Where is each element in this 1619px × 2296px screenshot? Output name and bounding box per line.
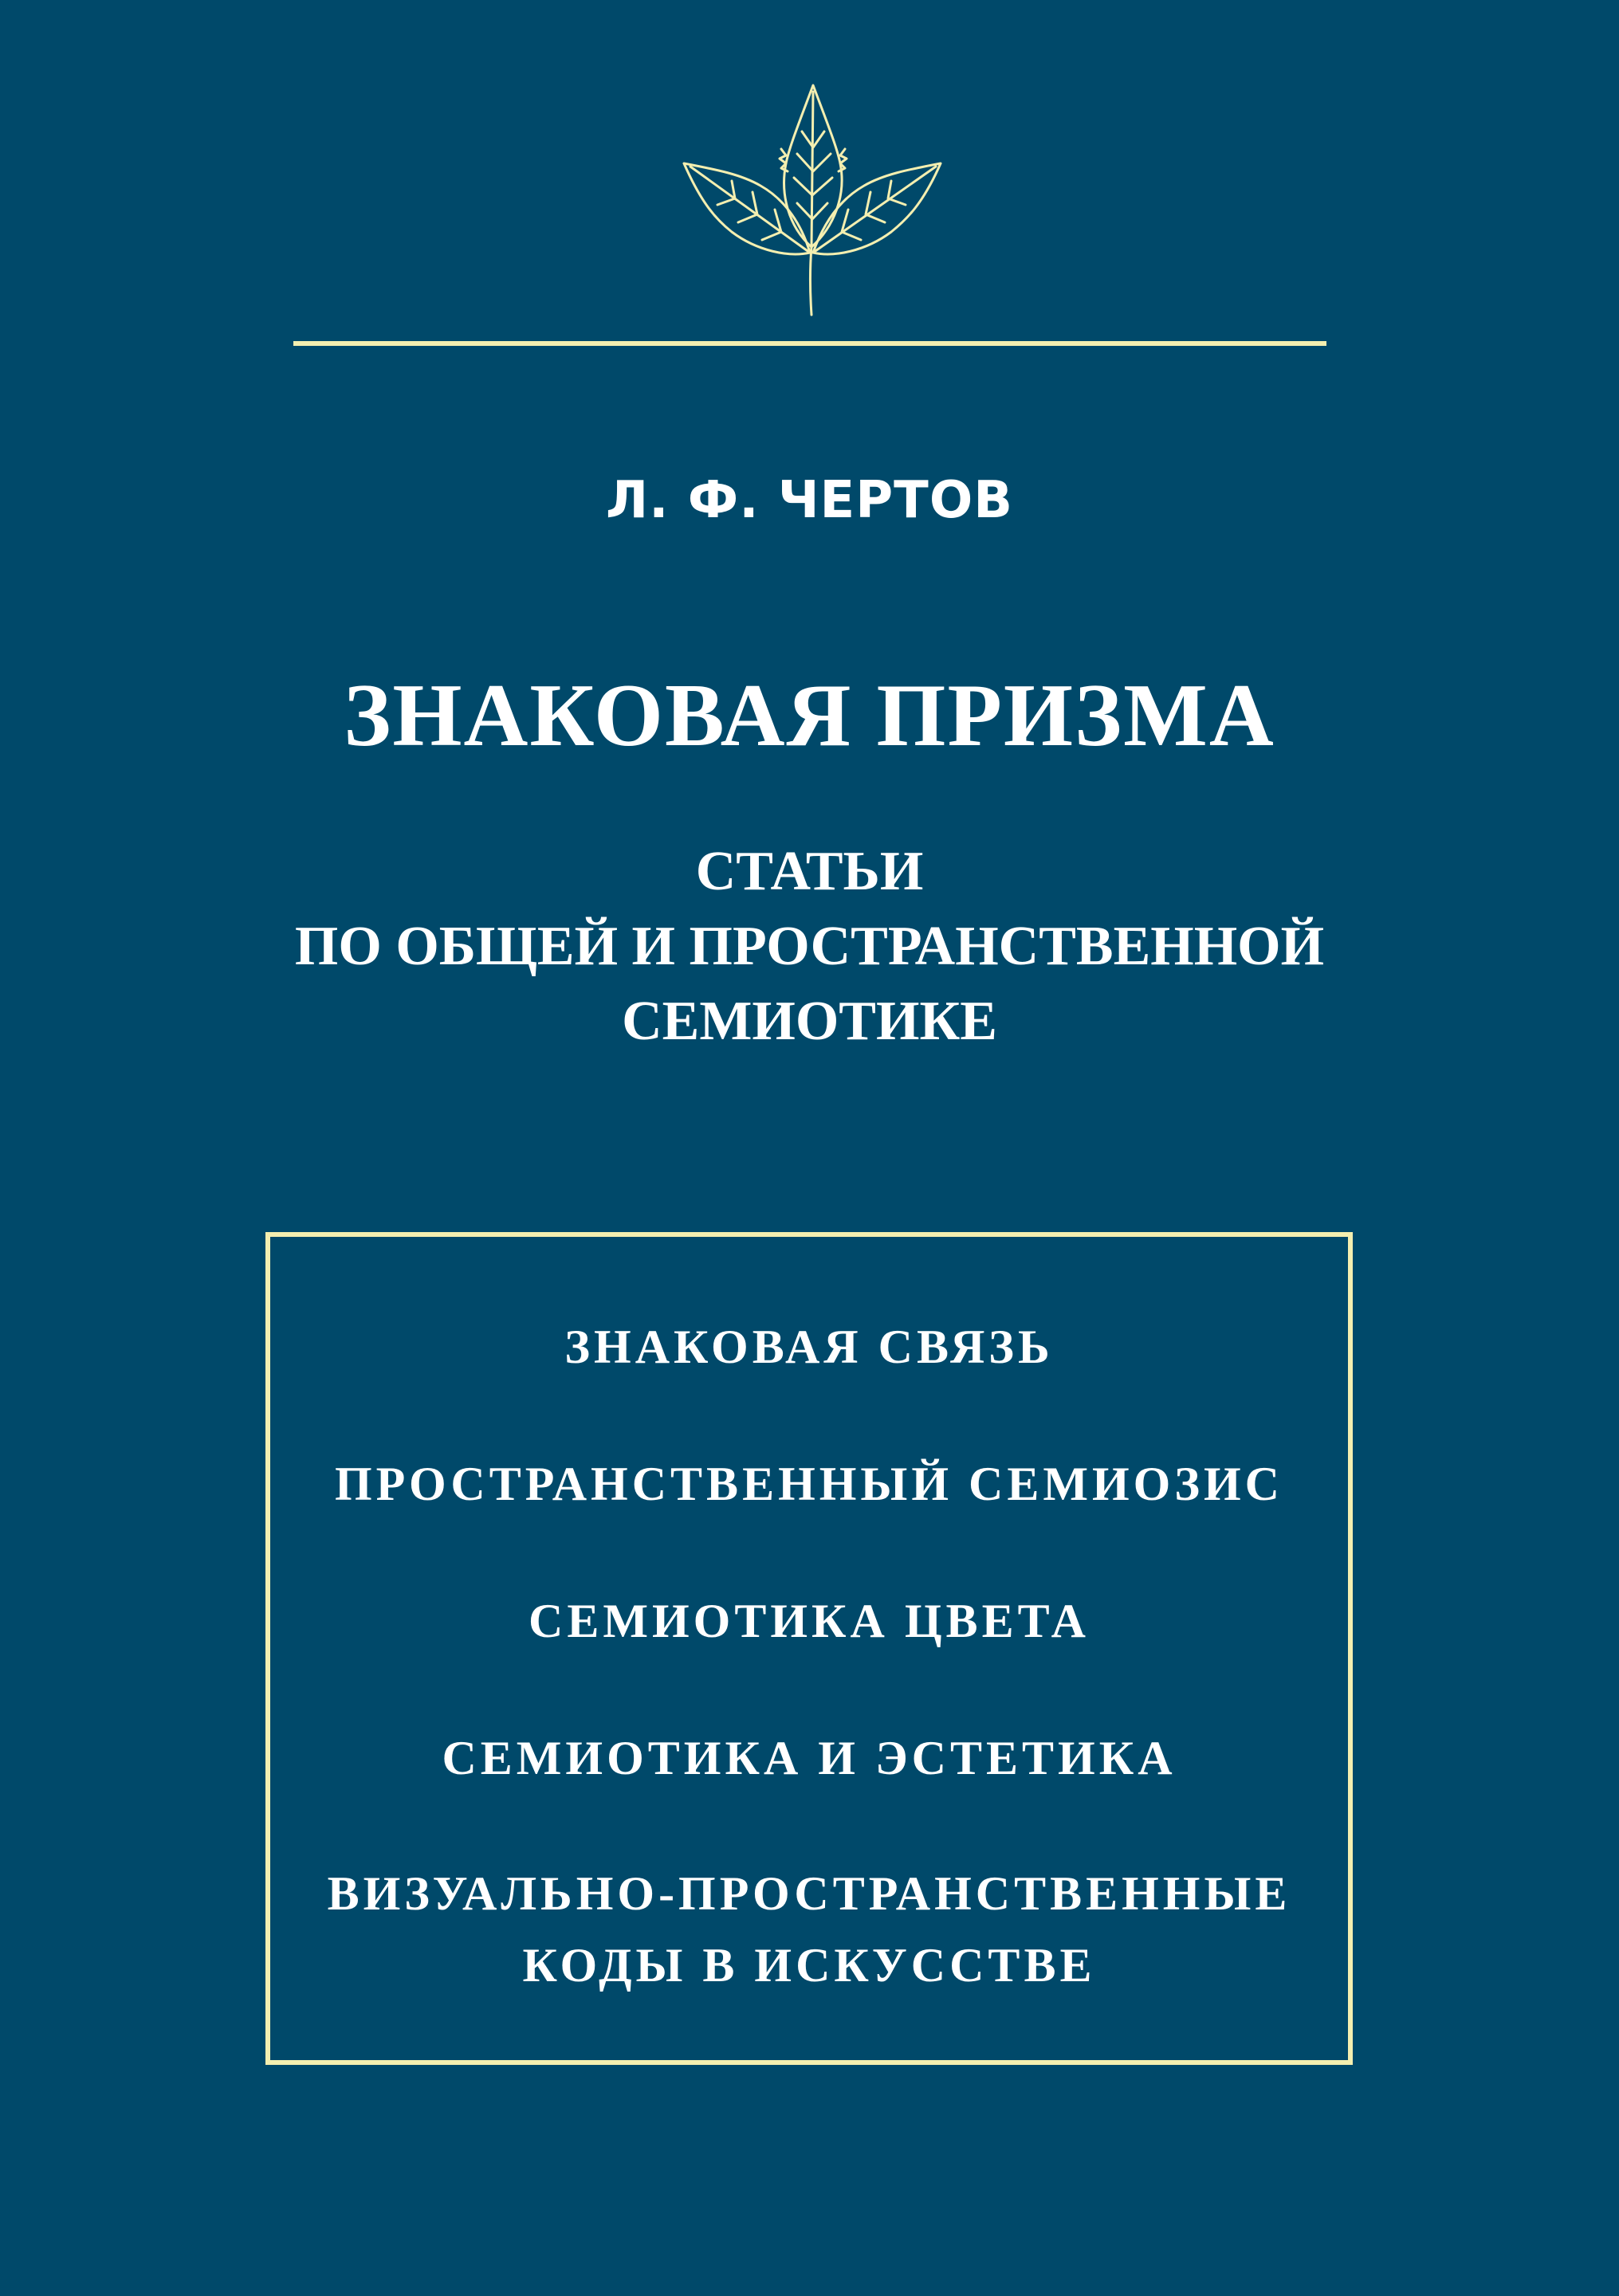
leaf-icon — [670, 76, 957, 323]
subtitle-line: ПО ОБЩЕЙ И ПРОСТРАНСТВЕННОЙ — [294, 916, 1325, 977]
subtitle-line: СЕМИОТИКЕ — [622, 991, 997, 1052]
topic-item: ПРОСТРАНСТВЕННЫЙ СЕМИОЗИС — [335, 1458, 1283, 1510]
book-title: ЗНАКОВАЯ ПРИЗМА — [344, 666, 1275, 765]
topic-item: СЕМИОТИКА ЦВЕТА — [529, 1595, 1090, 1647]
topic-item: ВИЗУАЛЬНО-ПРОСТРАНСТВЕННЫЕ — [327, 1867, 1291, 1920]
author-name: Л. Ф. ЧЕРТОВ — [606, 471, 1013, 530]
topic-item: СЕМИОТИКА И ЭСТЕТИКА — [442, 1732, 1177, 1784]
topic-item: КОДЫ В ИСКУССТВЕ — [522, 1939, 1096, 1992]
subtitle-line: СТАТЬИ — [695, 841, 924, 902]
topic-item: ЗНАКОВАЯ СВЯЗЬ — [564, 1321, 1054, 1373]
book-subtitle — [0, 834, 1619, 1059]
divider-rule — [293, 341, 1326, 346]
topics-frame — [265, 1232, 1353, 2065]
